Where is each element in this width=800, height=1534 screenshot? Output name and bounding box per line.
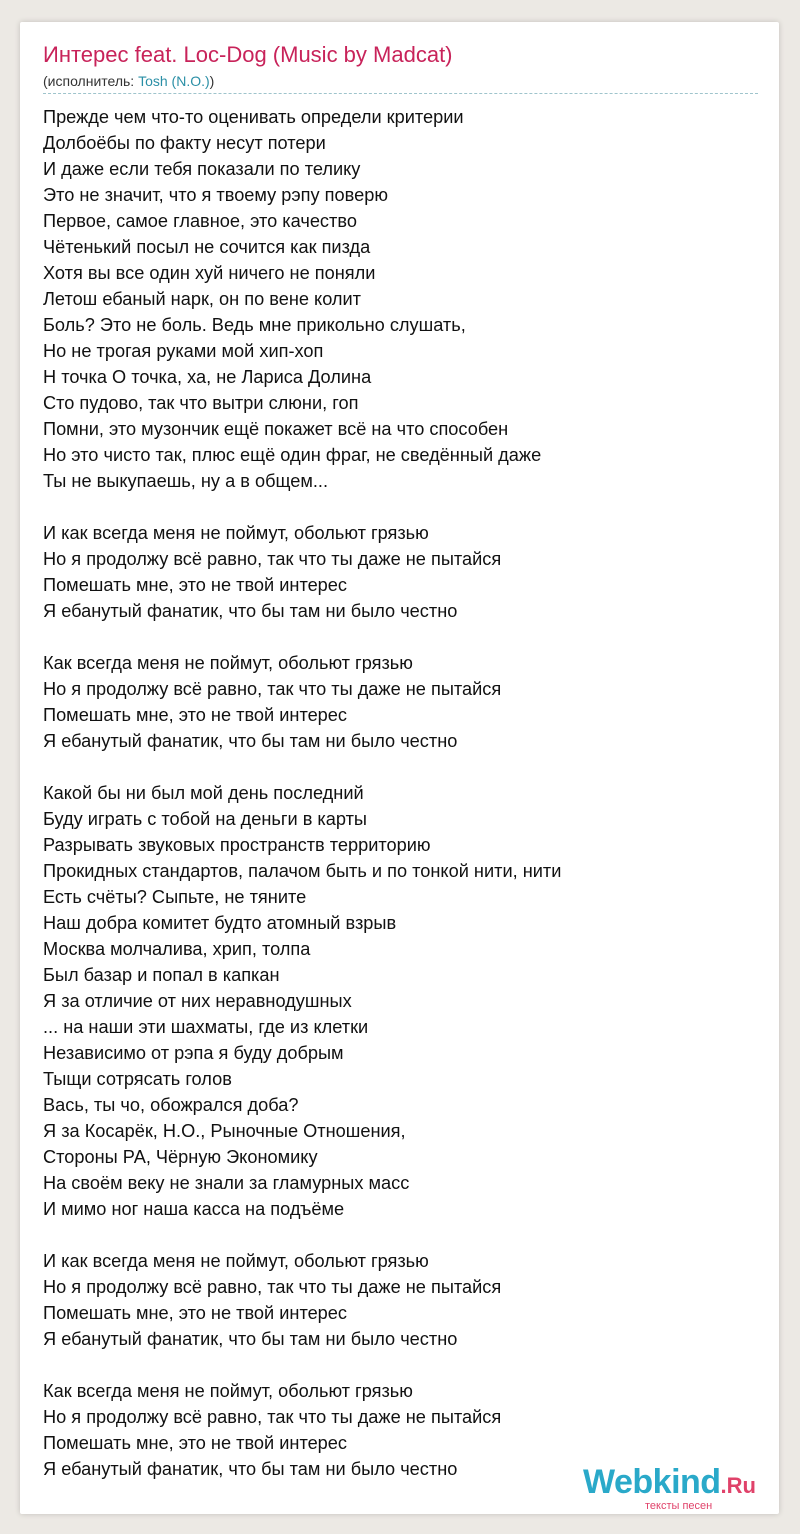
lyric-line: Прежде чем что-то оценивать определи критерии xyxy=(43,107,464,127)
lyric-line: На своём веку не знали за гламурных масс xyxy=(43,1173,410,1193)
lyric-line: Но это чисто так, плюс ещё один фраг, не сведённый даже xyxy=(43,445,542,465)
lyric-line: Есть счёты? Сыпьте, не тяните xyxy=(43,887,307,907)
lyric-line: Помни, это музончик ещё покажет всё на что способен xyxy=(43,419,509,439)
lyric-line: Я ебанутый фанатик, что бы там ни было честно xyxy=(43,1459,458,1479)
stanza-gap xyxy=(43,1222,763,1248)
lyric-line: Чётенький посыл не сочится как пизда xyxy=(43,237,371,257)
lyric-line: Тыщи сотрясать голов xyxy=(43,1069,232,1089)
lyric-line: Помешать мне, это не твой интерес xyxy=(43,575,348,595)
lyric-line: Но я продолжу всё равно, так что ты даже не пытайся xyxy=(43,1407,502,1427)
lyric-line: Боль? Это не боль. Ведь мне прикольно слушать, xyxy=(43,315,466,335)
lyric-line: Н точка О точка, ха, не Лариса Долина xyxy=(43,367,372,387)
lyric-line: Но не трогая руками мой хип-хоп xyxy=(43,341,324,361)
lyric-line: Я ебанутый фанатик, что бы там ни было честно xyxy=(43,601,458,621)
lyric-line: И как всегда меня не поймут, обольют грязью xyxy=(43,1251,429,1271)
lyric-line: Но я продолжу всё равно, так что ты даже не пытайся xyxy=(43,549,502,569)
lyric-line: Буду играть с тобой на деньги в карты xyxy=(43,809,368,829)
lyric-line: Но я продолжу всё равно, так что ты даже не пытайся xyxy=(43,1277,502,1297)
lyric-line: Первое, самое главное, это качество xyxy=(43,211,357,231)
lyric-line: Долбоёбы по факту несут потери xyxy=(43,133,326,153)
lyric-line: Наш добра комитет будто атомный взрыв xyxy=(43,913,397,933)
lyric-line: Помешать мне, это не твой интерес xyxy=(43,705,348,725)
byline-suffix: ) xyxy=(209,73,215,89)
lyric-line: Какой бы ни был мой день последний xyxy=(43,783,364,803)
stanza-gap xyxy=(43,1352,763,1378)
lyric-line: Помешать мне, это не твой интерес xyxy=(43,1433,348,1453)
byline-prefix: (исполнитель: xyxy=(43,73,139,89)
lyric-line: Помешать мне, это не твой интерес xyxy=(43,1303,348,1323)
logo-subtitle: тексты песен xyxy=(645,1500,713,1512)
stanza-gap xyxy=(43,624,763,650)
lyric-line: И мимо ног наша касса на подъёме xyxy=(43,1199,345,1219)
lyric-line: Как всегда меня не поймут, обольют грязью xyxy=(43,653,413,673)
stanza-gap xyxy=(43,494,763,520)
lyric-line: Ты не выкупаешь, ну а в общем... xyxy=(43,471,329,491)
lyric-line: И даже если тебя показали по телику xyxy=(43,159,361,179)
lyric-line: Летош ебаный нарк, он по вене колит xyxy=(43,289,362,309)
lyric-line: Прокидных стандартов, палачом быть и по тонкой нити, нити xyxy=(43,861,562,881)
lyric-line: Я ебанутый фанатик, что бы там ни было честно xyxy=(43,1329,458,1349)
song-title: Интерес feat. Loc-Dog (Music by Madcat) xyxy=(43,42,453,67)
title-divider xyxy=(43,93,758,94)
lyric-line: Как всегда меня не поймут, обольют грязью xyxy=(43,1381,413,1401)
lyric-line: Но я продолжу всё равно, так что ты даже не пытайся xyxy=(43,679,502,699)
site-logo[interactable] xyxy=(583,1463,756,1512)
lyrics-text xyxy=(43,104,763,1482)
logo-main-text: Webkind xyxy=(583,1463,721,1501)
lyric-line: И как всегда меня не поймут, обольют грязью xyxy=(43,523,429,543)
lyric-line: Независимо от рэпа я буду добрым xyxy=(43,1043,344,1063)
lyric-line: Вась, ты чо, обожрался доба? xyxy=(43,1095,299,1115)
lyric-line: Стороны РА, Чёрную Экономику xyxy=(43,1147,318,1167)
lyric-line: Сто пудово, так что вытри слюни, гоп xyxy=(43,393,359,413)
lyric-line: Разрывать звуковых пространств территорию xyxy=(43,835,431,855)
logo-tld-text: .Ru xyxy=(720,1473,756,1498)
lyric-line: Я ебанутый фанатик, что бы там ни было честно xyxy=(43,731,458,751)
lyric-line: Москва молчалива, хрип, толпа xyxy=(43,939,311,959)
stanza-gap xyxy=(43,754,763,780)
lyric-line: Был базар и попал в капкан xyxy=(43,965,280,985)
lyric-line: Хотя вы все один хуй ничего не поняли xyxy=(43,263,376,283)
artist-link[interactable]: Tosh (N.O.) xyxy=(138,73,210,89)
artist-byline xyxy=(43,73,214,89)
lyric-line: ... на наши эти шахматы, где из клетки xyxy=(43,1017,369,1037)
lyric-line: Я за Косарёк, Н.О., Рыночные Отношения, xyxy=(43,1121,406,1141)
lyric-line: Это не значит, что я твоему рэпу поверю xyxy=(43,185,388,205)
lyric-line: Я за отличие от них неравнодушных xyxy=(43,991,352,1011)
